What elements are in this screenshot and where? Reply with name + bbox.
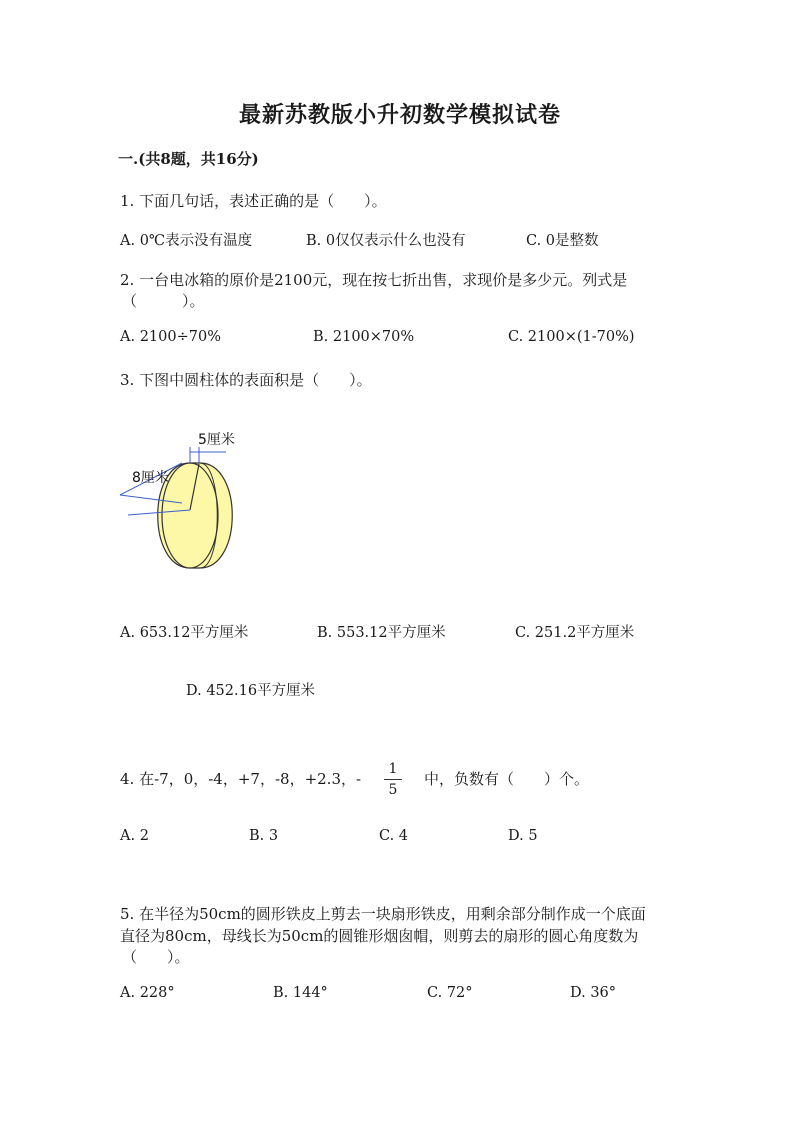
question-5-option-d: D. 36° bbox=[570, 985, 617, 1001]
question-4-option-a: A. 2 bbox=[120, 828, 149, 844]
question-2-option-c: C. 2100×(1-70%) bbox=[508, 329, 635, 345]
question-1-option-b: B. 0仅仅表示什么也没有 bbox=[306, 233, 466, 249]
question-5-stem-line-1: 5. 在半径为50cm的圆形铁皮上剪去一块扇形铁皮，用剩余部分制作成一个底面 bbox=[120, 905, 646, 923]
question-3-stem: 3. 下图中圆柱体的表面积是（ ）。 bbox=[120, 371, 372, 389]
question-3-option-c: C. 251.2平方厘米 bbox=[515, 625, 635, 641]
question-4-stem-before: 4. 在-7，0，-4，+7，-8，+2.3，- bbox=[120, 770, 362, 788]
question-2-option-b: B. 2100×70% bbox=[313, 329, 415, 345]
question-2-stem-line-1: 2. 一台电冰箱的原价是2100元，现在按七折出售，求现价是多少元。列式是 bbox=[120, 271, 628, 289]
question-5-option-a: A. 228° bbox=[120, 985, 175, 1001]
fraction-numerator: 1 bbox=[388, 761, 398, 777]
question-4-option-d: D. 5 bbox=[508, 828, 538, 844]
cylinder-front-face bbox=[162, 463, 218, 568]
fraction-denominator: 5 bbox=[388, 782, 398, 798]
question-2-option-a: A. 2100÷70% bbox=[120, 329, 221, 345]
question-3-option-a: A. 653.12平方厘米 bbox=[120, 625, 249, 641]
fraction-bar bbox=[384, 779, 402, 780]
question-1-option-c: C. 0是整数 bbox=[526, 233, 599, 249]
question-5-option-b: B. 144° bbox=[273, 985, 328, 1001]
question-1-option-a: A. 0℃表示没有温度 bbox=[120, 233, 253, 249]
question-3-option-d: D. 452.16平方厘米 bbox=[186, 683, 316, 699]
question-3-option-b: B. 553.12平方厘米 bbox=[317, 625, 446, 641]
cylinder-width-label: 5厘米 bbox=[198, 432, 235, 448]
fraction-one-fifth bbox=[384, 760, 402, 799]
cylinder-figure bbox=[118, 425, 248, 575]
question-4-option-b: B. 3 bbox=[249, 828, 279, 844]
question-4-option-c: C. 4 bbox=[379, 828, 409, 844]
cylinder-radius-label: 8厘米 bbox=[132, 470, 169, 486]
question-4-stem-after: 中，负数有（ ）个。 bbox=[424, 770, 590, 788]
question-5-stem-line-2: 直径为80cm，母线长为50cm的圆锥形烟囱帽，则剪去的扇形的圆心角度数为 bbox=[120, 927, 639, 945]
question-5-option-c: C. 72° bbox=[427, 985, 473, 1001]
page-title: 最新苏教版小升初数学模拟试卷 bbox=[238, 102, 561, 128]
question-1-stem: 1. 下面几句话，表述正确的是（ ）。 bbox=[120, 192, 387, 210]
question-2-stem-line-2: （ ）。 bbox=[122, 292, 205, 310]
section-heading: 一.(共8题，共16分) bbox=[118, 150, 259, 168]
question-5-stem-line-3: （ ）。 bbox=[122, 948, 190, 966]
